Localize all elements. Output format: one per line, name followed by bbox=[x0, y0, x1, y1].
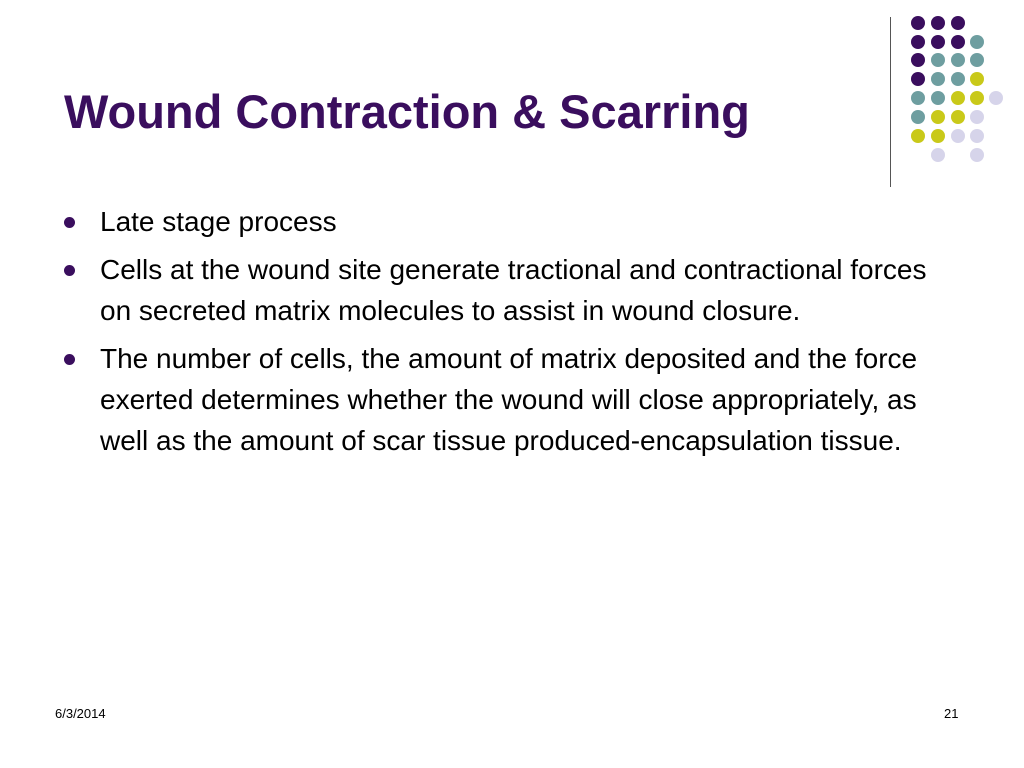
decorative-dot bbox=[951, 35, 965, 49]
decorative-dot bbox=[911, 35, 925, 49]
bullet-item bbox=[64, 201, 964, 242]
slide-title: Wound Contraction & Scarring bbox=[64, 85, 750, 138]
decorative-dot bbox=[911, 91, 925, 105]
decorative-dot bbox=[911, 16, 925, 30]
footer-date: 6/3/2014 bbox=[55, 706, 106, 721]
decorative-dot bbox=[931, 16, 945, 30]
decorative-dot bbox=[951, 110, 965, 124]
decorative-dot bbox=[951, 91, 965, 105]
bullet-item bbox=[64, 338, 964, 461]
bullet-item bbox=[64, 249, 964, 331]
decorative-dot bbox=[970, 148, 984, 162]
decorative-dot bbox=[989, 91, 1003, 105]
bullet-text: Cells at the wound site generate tractional and contractional forces on secreted matrix molecules to assist in wound closure. bbox=[100, 254, 927, 326]
footer-page-number: 21 bbox=[944, 706, 959, 721]
decorative-dot bbox=[970, 91, 984, 105]
bullet-list bbox=[64, 201, 964, 468]
decorative-dot bbox=[911, 110, 925, 124]
decorative-dot bbox=[951, 53, 965, 67]
decorative-dot bbox=[931, 53, 945, 67]
bullet-dot-icon bbox=[64, 265, 75, 276]
decorative-dot bbox=[911, 53, 925, 67]
decorative-dot bbox=[970, 35, 984, 49]
decorative-dot bbox=[951, 72, 965, 86]
decorative-dot bbox=[911, 72, 925, 86]
decorative-dot bbox=[970, 72, 984, 86]
decorative-dot bbox=[931, 110, 945, 124]
decorative-dot bbox=[931, 72, 945, 86]
bullet-dot-icon bbox=[64, 354, 75, 365]
bullet-dot-icon bbox=[64, 217, 75, 228]
bullet-text: The number of cells, the amount of matrix deposited and the force exerted determines whether the wound will close appropriately, as well as the amount of scar tissue produced-encapsulation tissue. bbox=[100, 343, 918, 456]
decorative-dot bbox=[931, 35, 945, 49]
decorative-dot bbox=[931, 91, 945, 105]
decorative-dot bbox=[951, 129, 965, 143]
decorative-dot bbox=[970, 129, 984, 143]
decorative-dot bbox=[911, 129, 925, 143]
decorative-dot bbox=[970, 53, 984, 67]
decorative-dot bbox=[970, 110, 984, 124]
bullet-text: Late stage process bbox=[100, 206, 337, 237]
title-divider-line bbox=[890, 17, 891, 187]
decorative-dot bbox=[931, 129, 945, 143]
decorative-dot bbox=[951, 16, 965, 30]
decorative-dot bbox=[931, 148, 945, 162]
